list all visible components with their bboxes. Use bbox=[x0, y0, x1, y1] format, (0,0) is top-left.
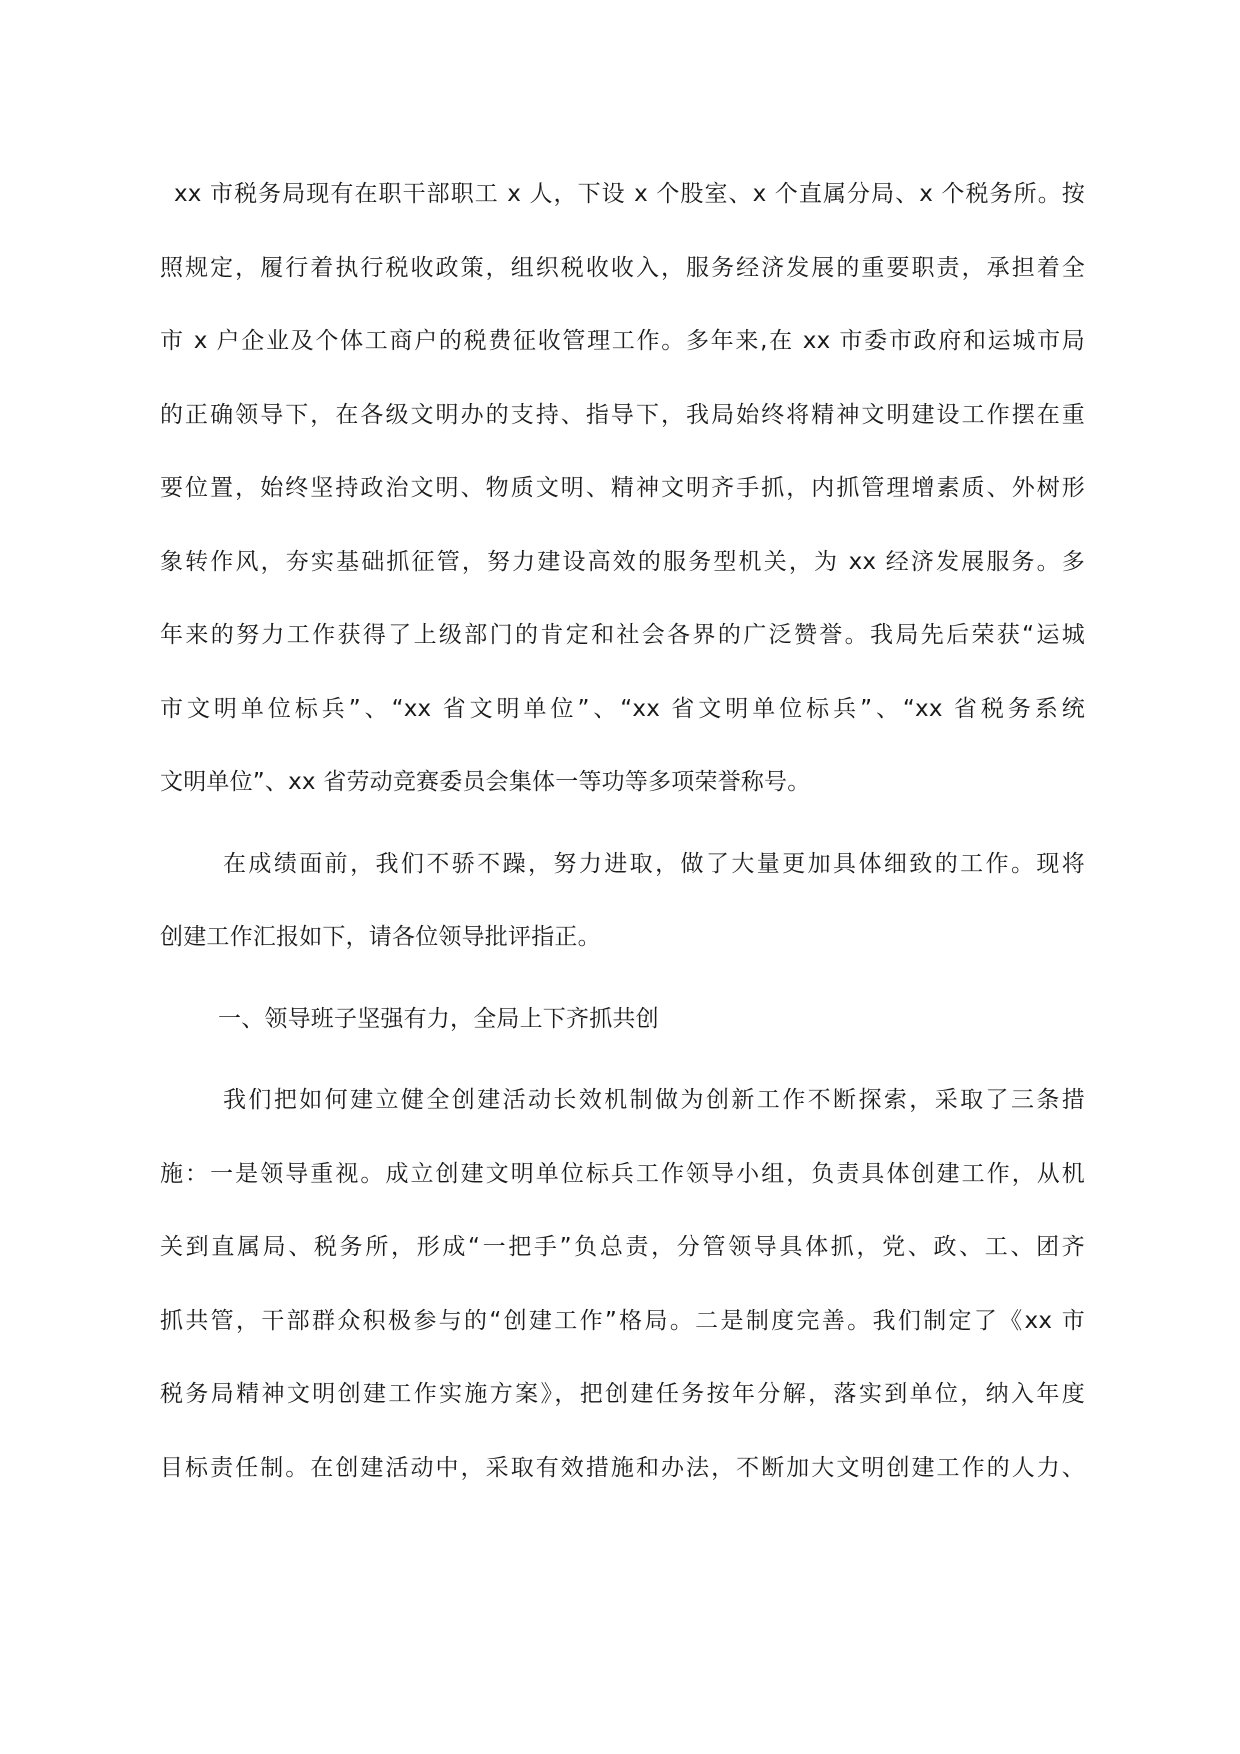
text-line: 税务局精神文明创建工作实施方案》，把创建任务按年分解，落实到单位，纳入年度 bbox=[160, 1381, 1085, 1407]
text-line: 创建工作汇报如下，请各位领导批评指正。 bbox=[160, 924, 601, 950]
text-line: 的正确领导下，在各级文明办的支持、指导下，我局始终将精神文明建设工作摆在重 bbox=[160, 401, 1085, 428]
document-body bbox=[160, 158, 1085, 1505]
text-line: 目标责任制。在创建活动中，采取有效措施和办法，不断加大文明创建工作的人力、 bbox=[160, 1454, 1085, 1481]
text-line: 要位置，始终坚持政治文明、物质文明、精神文明齐手抓，内抓管理增素质、外树形 bbox=[160, 475, 1085, 501]
text-line: 在成绩面前，我们不骄不躁，努力进取，做了大量更加具体细致的工作。现将 bbox=[223, 850, 1085, 877]
text-line: 市文明单位标兵”、“xx 省文明单位”、“xx 省文明单位标兵”、“xx 省税务系统 bbox=[160, 695, 1085, 722]
text-line: xx 市税务局现有在职干部职工 x 人，下设 x 个股室、x 个直属分局、x 个税务所。按 bbox=[174, 181, 1085, 207]
text-line: 我们把如何建立健全创建活动长效机制做为创新工作不断探索，采取了三条措 bbox=[223, 1087, 1085, 1113]
text-line: 年来的努力工作获得了上级部门的肯定和社会各界的广泛赞誉。我局先后荣获“运城 bbox=[160, 622, 1085, 648]
text-line: 象转作风，夯实基础抓征管，努力建设高效的服务型机关，为 xx 经济发展服务。多 bbox=[160, 548, 1085, 575]
text-line: 文明单位”、xx 省劳动竞赛委员会集体一等功等多项荣誉称号。 bbox=[160, 769, 811, 795]
text-line: 关到直属局、税务所，形成“一把手”负总责，分管领导具体抓，党、政、工、团齐 bbox=[160, 1234, 1085, 1260]
heading-line: 一、领导班子坚强有力，全局上下齐抓共创 bbox=[218, 1005, 659, 1032]
text-line: 抓共管，干部群众积极参与的“创建工作”格局。二是制度完善。我们制定了《xx 市 bbox=[160, 1307, 1085, 1334]
text-line: 市 x 户企业及个体工商户的税费征收管理工作。多年来,在 xx 市委市政府和运城市局 bbox=[160, 328, 1085, 354]
text-line: 施：一是领导重视。成立创建文明单位标兵工作领导小组，负责具体创建工作，从机 bbox=[160, 1160, 1085, 1187]
text-line: 照规定，履行着执行税收政策，组织税收收入，服务经济发展的重要职责，承担着全 bbox=[160, 254, 1085, 281]
paragraph-intro bbox=[160, 158, 1085, 820]
paragraph-section-body bbox=[160, 1064, 1085, 1505]
paragraph-report-intro bbox=[160, 828, 1085, 975]
section-heading bbox=[160, 983, 1085, 1057]
